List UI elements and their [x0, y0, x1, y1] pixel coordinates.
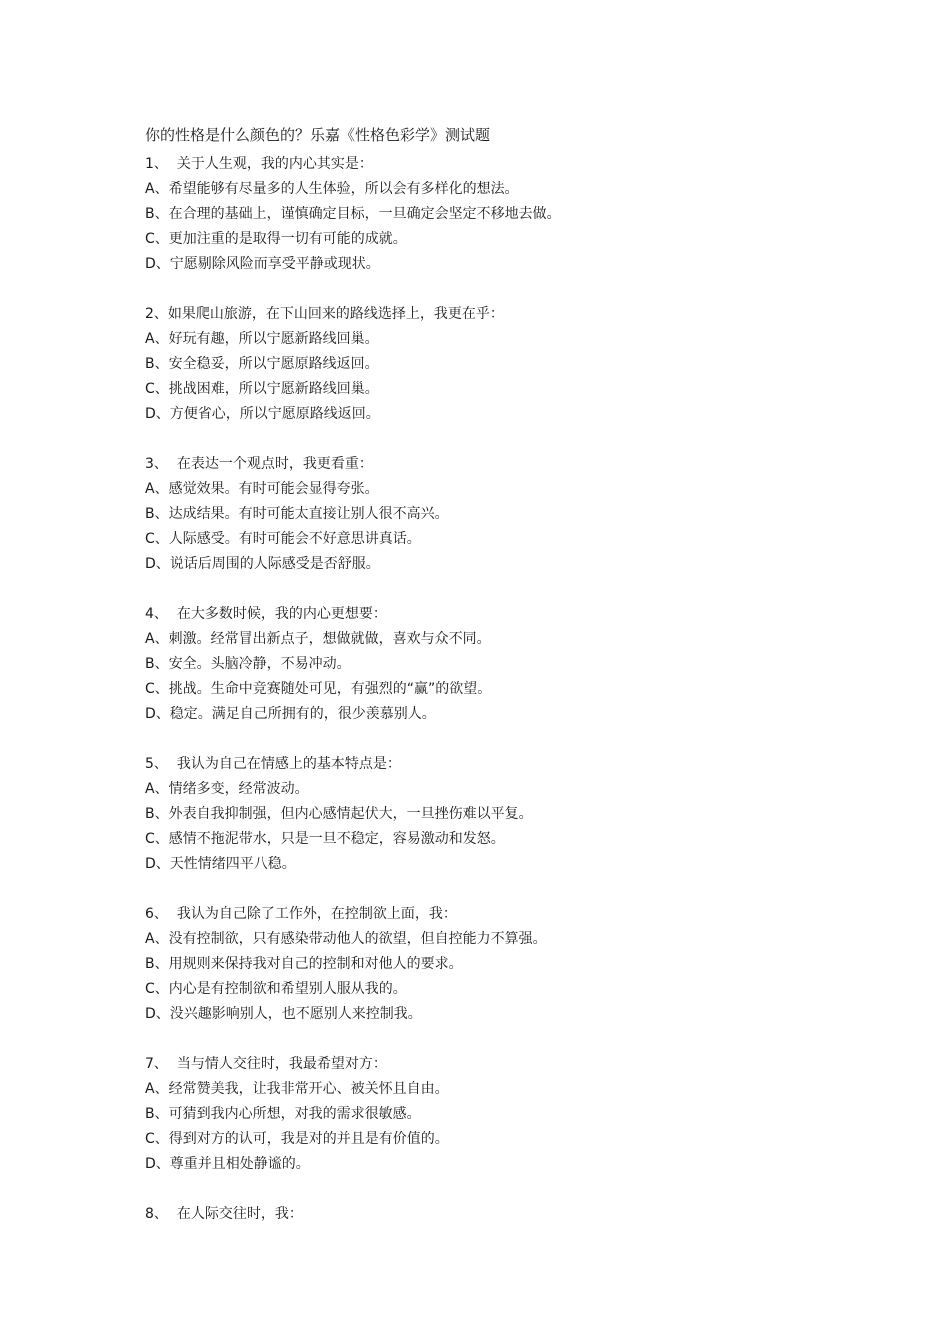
- question-stem: [145, 1202, 905, 1227]
- question-number: 1、: [145, 156, 168, 172]
- question-stem: [145, 902, 905, 927]
- question-number: 6、: [145, 906, 168, 922]
- question-list: [145, 152, 905, 1227]
- answer-option: C、得到对方的认可，我是对的并且是有价值的。: [145, 1131, 449, 1147]
- question-text: 当与情人交往时，我最希望对方：: [167, 1056, 387, 1072]
- question-1: [145, 152, 905, 277]
- answer-option: D、宁愿剔除风险而享受平静或现状。: [145, 256, 380, 272]
- answer-option: A、感觉效果。有时可能会显得夸张。: [145, 481, 379, 497]
- document-title: 你的性格是什么颜色的？乐嘉《性格色彩学》测试题: [145, 126, 491, 144]
- answer-option: D、尊重并且相处静谧的。: [145, 1156, 310, 1172]
- answer-option: B、安全。头脑冷静，不易冲动。: [145, 656, 351, 672]
- question-2: [145, 302, 905, 427]
- answer-option: A、没有控制欲，只有感染带动他人的欲望，但自控能力不算强。: [145, 931, 547, 947]
- question-number: 8、: [145, 1206, 168, 1222]
- question-stem: [145, 302, 905, 327]
- question-number: 2、: [145, 306, 168, 322]
- answer-option: C、更加注重的是取得一切有可能的成就。: [145, 231, 407, 247]
- answer-option: A、刺激。经常冒出新点子，想做就做，喜欢与众不同。: [145, 631, 491, 647]
- answer-option: A、经常赞美我，让我非常开心、被关怀且自由。: [145, 1081, 449, 1097]
- answer-option: D、方便省心，所以宁愿原路线返回。: [145, 406, 380, 422]
- question-8: [145, 1202, 905, 1227]
- answer-option: B、在合理的基础上，谨慎确定目标，一旦确定会坚定不移地去做。: [145, 206, 561, 222]
- question-stem: [145, 1052, 905, 1077]
- answer-option: B、外表自我抑制强，但内心感情起伏大，一旦挫伤难以平复。: [145, 806, 533, 822]
- answer-option: B、达成结果。有时可能太直接让别人很不高兴。: [145, 506, 449, 522]
- question-text: 关于人生观，我的内心其实是：: [167, 156, 373, 172]
- question-text: 如果爬山旅游，在下山回来的路线选择上，我更在乎：: [167, 306, 504, 322]
- question-number: 4、: [145, 606, 168, 622]
- answer-option: A、希望能够有尽量多的人生体验，所以会有多样化的想法。: [145, 181, 519, 197]
- question-text: 在表达一个观点时，我更看重：: [167, 456, 373, 472]
- answer-option: C、感情不拖泥带水，只是一旦不稳定，容易激动和发怒。: [145, 831, 505, 847]
- answer-option: A、情绪多变，经常波动。: [145, 781, 309, 797]
- question-7: [145, 1052, 905, 1177]
- question-5: [145, 752, 905, 877]
- question-stem: [145, 752, 905, 777]
- answer-option: D、没兴趣影响别人，也不愿别人来控制我。: [145, 1006, 422, 1022]
- answer-option: D、天性情绪四平八稳。: [145, 856, 296, 872]
- answer-option: B、可猜到我内心所想，对我的需求很敏感。: [145, 1106, 421, 1122]
- answer-option: D、稳定。满足自己所拥有的，很少羡慕别人。: [145, 706, 436, 722]
- question-3: [145, 452, 905, 577]
- document-page: [145, 124, 905, 1252]
- question-6: [145, 902, 905, 1027]
- answer-option: C、人际感受。有时可能会不好意思讲真话。: [145, 531, 421, 547]
- answer-option: C、内心是有控制欲和希望别人服从我的。: [145, 981, 407, 997]
- question-stem: [145, 152, 905, 177]
- question-text: 在大多数时候，我的内心更想要：: [167, 606, 387, 622]
- question-number: 5、: [145, 756, 168, 772]
- answer-option: C、挑战困难，所以宁愿新路线回巢。: [145, 381, 379, 397]
- question-text: 在人际交往时，我：: [167, 1206, 303, 1222]
- answer-option: B、安全稳妥，所以宁愿原路线返回。: [145, 356, 379, 372]
- question-4: [145, 602, 905, 727]
- answer-option: A、好玩有趣，所以宁愿新路线回巢。: [145, 331, 379, 347]
- answer-option: D、说话后周围的人际感受是否舒服。: [145, 556, 380, 572]
- answer-option: C、挑战。生命中竞赛随处可见，有强烈的“赢”的欲望。: [145, 681, 492, 697]
- answer-option: B、用规则来保持我对自己的控制和对他人的要求。: [145, 956, 463, 972]
- question-number: 7、: [145, 1056, 168, 1072]
- question-number: 3、: [145, 456, 168, 472]
- question-text: 我认为自己在情感上的基本特点是：: [167, 756, 401, 772]
- question-stem: [145, 602, 905, 627]
- question-stem: [145, 452, 905, 477]
- question-text: 我认为自己除了工作外，在控制欲上面，我：: [167, 906, 457, 922]
